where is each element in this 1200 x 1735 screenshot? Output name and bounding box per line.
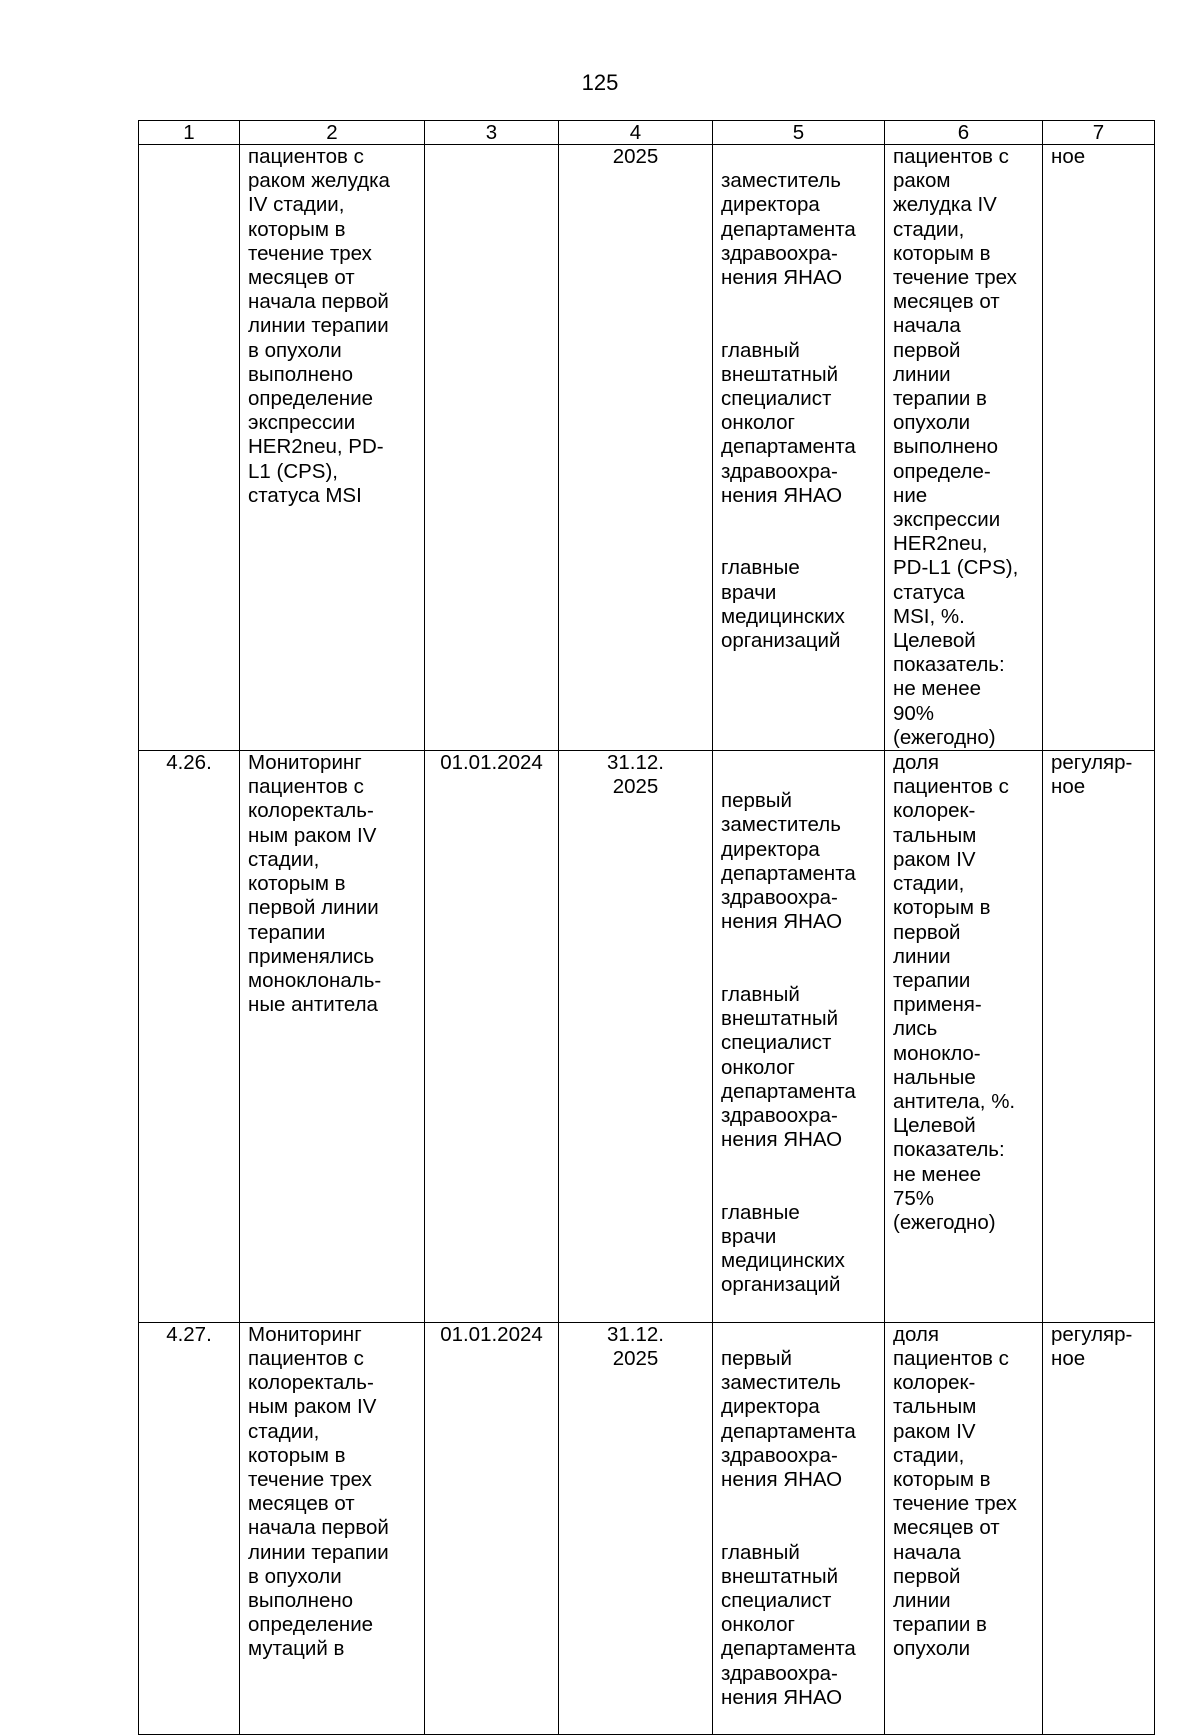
responsible-entry: главные врачи медицинских организаций	[721, 1200, 845, 1297]
responsible-entry: главные врачи медицинских организаций	[721, 556, 845, 653]
activity-cell: Мониторинг пациентов с колоректаль- ным раком IV стадии, которым в течение трех месяцев от начала первой линии терапии в опухоли выполнено определение мутаций в	[240, 1322, 425, 1734]
activity-cell: Мониторинг пациентов с колоректаль- ным раком IV стадии, которым в первой линии терапии применялись моноклональ- ные антитела	[240, 751, 425, 1323]
column-header: 7	[1043, 121, 1155, 145]
end-date-cell: 31.12. 2025	[559, 1322, 713, 1734]
start-date-cell	[425, 145, 559, 751]
periodicity-cell: ное	[1043, 145, 1155, 751]
responsible-entry: заместитель директора департамента здравоохра- нения ЯНАО	[721, 169, 856, 290]
responsible-entry: первый заместитель директора департамента здравоохра- нения ЯНАО	[721, 1346, 856, 1491]
column-header: 6	[885, 121, 1043, 145]
indicator-cell: доля пациентов с колорек- тальным раком IV стадии, которым в течение трех месяцев от начала первой линии терапии в опухоли	[885, 1322, 1043, 1734]
responsible-cell	[713, 751, 885, 1323]
responsible-entry: главный внештатный специалист онколог департамента здравоохра- нения ЯНАО	[721, 1540, 856, 1709]
responsible-entry: первый заместитель директора департамента здравоохра- нения ЯНАО	[721, 789, 856, 934]
item-number-cell: 4.26.	[139, 751, 240, 1323]
item-number-cell: 4.27.	[139, 1322, 240, 1734]
end-date-cell: 31.12. 2025	[559, 751, 713, 1323]
page-number: 125	[581, 70, 619, 95]
column-header: 4	[559, 121, 713, 145]
column-header: 2	[240, 121, 425, 145]
responsible-cell	[713, 1322, 885, 1734]
indicator-cell: доля пациентов с колорек- тальным раком IV стадии, которым в первой линии терапии применя- лись моноклo- нальные антитела, %. Целевой показатель: не менее 75% (ежегодно)	[885, 751, 1043, 1323]
responsible-entry: главный внештатный специалист онколог департамента здравоохра- нения ЯНАО	[721, 338, 856, 507]
column-header: 5	[713, 121, 885, 145]
start-date-cell: 01.01.2024	[425, 751, 559, 1323]
column-header: 1	[139, 121, 240, 145]
indicator-cell: пациентов с раком желудка IV стадии, которым в течение трех месяцев от начала первой линии терапии в опухоли выполнено определе- ние экспрессии HER2neu, PD-L1 (CPS), статуса MSI, %. Целевой показатель: не менее 90% (ежегодно)	[885, 145, 1043, 751]
responsible-cell	[713, 145, 885, 751]
column-header: 3	[425, 121, 559, 145]
table-row	[139, 145, 1155, 751]
plan-table	[138, 120, 1155, 1735]
item-number-cell	[139, 145, 240, 751]
periodicity-cell: регуляр- ное	[1043, 1322, 1155, 1734]
activity-cell: пациентов с раком желудка IV стадии, которым в течение трех месяцев от начала первой линии терапии в опухоли выполнено определение экспрессии HER2neu, PD- L1 (CPS), статуса MSI	[240, 145, 425, 751]
table-row	[139, 1322, 1155, 1734]
table-row	[139, 751, 1155, 1323]
end-date-cell: 2025	[559, 145, 713, 751]
start-date-cell: 01.01.2024	[425, 1322, 559, 1734]
periodicity-cell: регуляр- ное	[1043, 751, 1155, 1323]
responsible-entry: главный внештатный специалист онколог департамента здравоохра- нения ЯНАО	[721, 982, 856, 1152]
header-row	[139, 121, 1155, 145]
